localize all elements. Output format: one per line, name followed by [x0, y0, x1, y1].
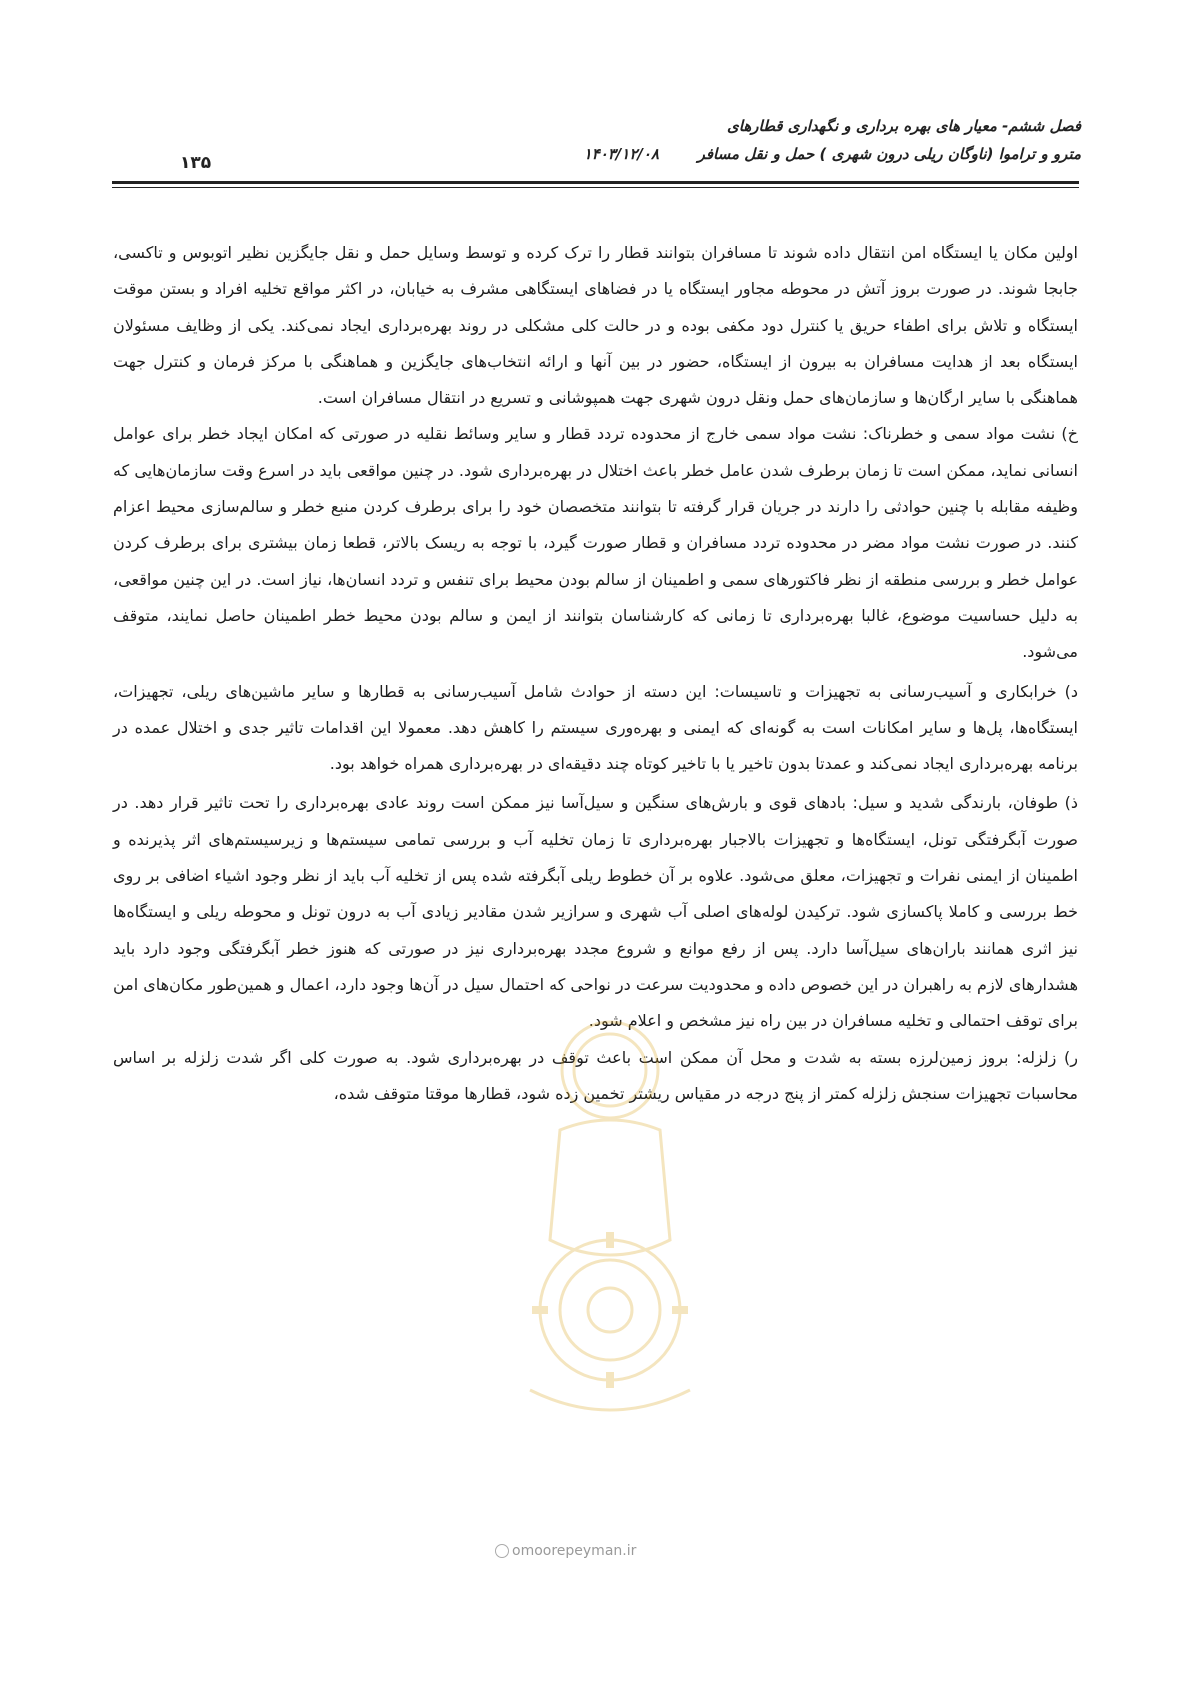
page-header [180, 112, 1081, 168]
body-text [113, 235, 1078, 1112]
header-rule-thin [112, 187, 1079, 188]
paragraph-storm-flood: ذ) طوفان، بارندگی شدید و سیل: بادهای قوی و بارش‌های سنگین و سیل‌آسا نیز ممکن است روند عادی بهره‌برداری را تحت تاثیر قرار دهد. در صورت آبگرفتگی تونل، ایستگاه‌ها و تجهیزات بالاجبار بهره‌برداری تا زمان تخلیه آب و بررسی تمامی سیستم‌ها و زیرسیستم‌های اثر پذیرنده و اطمینان از ایمنی نفرات و تجهیزات، معلق می‌شود. علاوه بر آن خطوط ریلی آبگرفته شده پس از تخلیه آب باید از نظر وجود اشیاء اضافی بر روی خط بررسی و کاملا پاکسازی شود. ترکیدن لوله‌های اصلی آب شهری و سرازیر شدن مقادیر زیادی آب به درون تونل و محوطه ریلی و ایستگاه‌ها نیز اثری همانند باران‌های سیل‌آسا دارد. پس از رفع موانع و شروع مجدد بهره‌برداری نیز در صورتی که هنوز خطر آبگرفتگی وجود دارد باید هشدارهای لازم به راهبران در این خصوص داده و محدودیت سرعت در نواحی که احتمال سیل در آن‌ها وجود دارد، اعمال و همین‌طور مکان‌های امن برای توقف احتمالی و تخلیه مسافران در بین راه نیز مشخص و اعلام شود. [113, 793, 1078, 1031]
chapter-subtitle: مترو و تراموا (ناوگان ریلی درون شهری ) حمل و نقل مسافر [697, 145, 1081, 163]
paragraph-sabotage: د) خرابکاری و آسیب‌رسانی به تجهیزات و تاسیسات: این دسته از حوادث شامل آسیب‌رسانی به قطارها و سایر ماشین‌های ریلی، تجهیزات، ایستگاه‌ها، پل‌ها و سایر امکانات است به گونه‌ای که ایمنی و بهره‌وری سیستم را کاهش دهد. معمولا این اقدامات تاثیر جدی و اختلال عمده در برنامه بهره‌برداری ایجاد نمی‌کند و عمدتا بدون تاخیر یا با تاخیر کوتاه چند دقیقه‌ای در بهره‌برداری همراه خواهد بود. [113, 681, 1078, 774]
paragraph-toxic-leak: خ) نشت مواد سمی و خطرناک: نشت مواد سمی خارج از محدوده تردد قطار و سایر وسائط نقلیه در صورتی که امکان ایجاد خطر برای عوامل انسانی نماید، ممکن است تا زمان برطرف شدن عامل خطر باعث اختلال در بهره‌برداری شود. در چنین مواقعی باید در اسرع وقت سازمان‌هایی که وظیفه مقابله با چنین حوادثی را دارند در جریان قرار گرفته تا بتوانند متخصصان خود را برای برطرف کردن منبع خطر و سالم‌سازی محیط اعزام کنند. در صورت نشت مواد مضر در محدوده تردد مسافران و قطار صورت گیرد، با توجه به ریسک بالاتر، قطعا زمان بیشتری برای برطرف کردن عوامل خطر و بررسی منطقه از نظر فاکتورهای سمی و اطمینان از سالم بودن محیط برای تنفس و تردد انسان‌ها، نیاز است. در این چنین مواقعی، به دلیل حساسیت موضوع، غالبا بهره‌برداری تا زمانی که کارشناسان بتوانند از ایمن و سالم بودن محیط خطر اطمینان حاصل نمایند، متوقف می‌شود. [113, 424, 1078, 662]
paragraph-earthquake: ر) زلزله: بروز زمین‌لرزه بسته به شدت و محل آن ممکن است باعث توقف در بهره‌برداری شود. به صورت کلی اگر شدت زلزله بر اساس محاسبات تجهیزات سنجش زلزله کمتر از پنج درجه در مقیاس ریشتر تخمین زده شود، قطارها موقتا متوقف شده، [113, 1047, 1078, 1103]
watermark-site-label: omoorepeyman.ir [512, 1543, 637, 1559]
chapter-title: فصل ششم- معیار های بهره برداری و نگهداری قطارهای [727, 117, 1081, 135]
at-icon [495, 1544, 509, 1558]
header-rule-thick [112, 181, 1079, 184]
paragraph-fire-evacuation: اولین مکان یا ایستگاه امن انتقال داده شوند تا مسافران بتوانند قطار را ترک کرده و توسط وسایل حمل و نقل جایگزین نظیر اتوبوس و تاکسی، جابجا شوند. در صورت بروز آتش در محوطه مجاور ایستگاه یا در فضاهای ایستگاهی مشرف به خیابان، در اکثر مواقع تخلیه افراد و بستن موقت ایستگاه و تلاش برای اطفاء حریق یا کنترل دود مکفی بوده و در حالت کلی مشکلی در روند بهره‌برداری ایجاد نمی‌کند. یکی از وظایف مسئولان ایستگاه بعد از هدایت مسافران به بیرون از ایستگاه، حضور در بین آنها و ارائه انتخاب‌های جایگزین و هماهنگی با مرکز فرمان و کنترل جهت هماهنگی با سایر ارگان‌ها و سازمان‌های حمل ونقل درون شهری جهت همپوشانی و تسریع در انتقال مسافران است. [113, 243, 1078, 408]
document-date: ۱۴۰۳/۱۲/۰۸ [583, 145, 659, 163]
page-number: ۱۳۵ [180, 153, 212, 173]
watermark-site [495, 1543, 636, 1559]
